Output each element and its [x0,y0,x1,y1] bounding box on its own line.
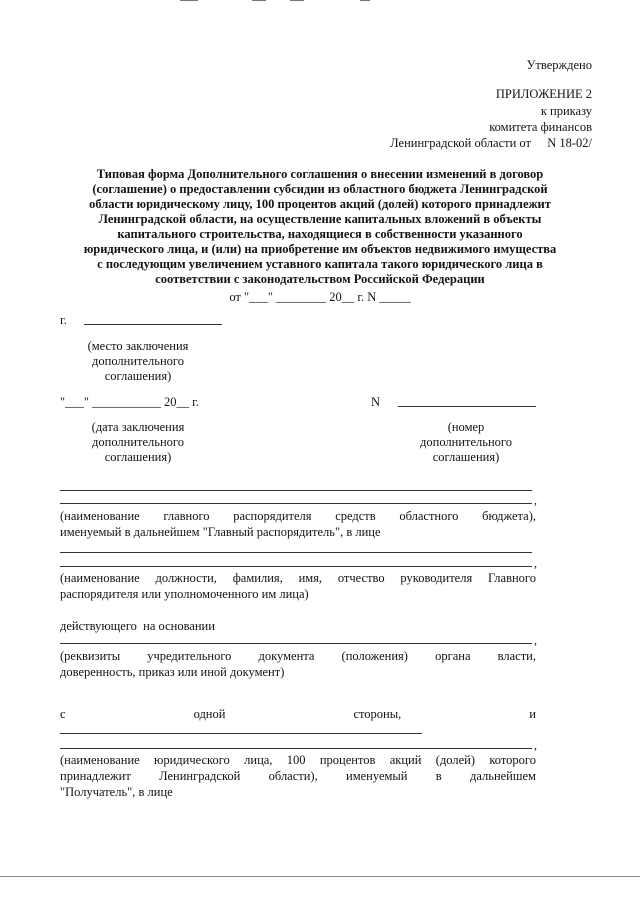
date-field[interactable]: "___" ___________ 20__ г. [60,395,199,409]
number-field[interactable] [398,406,536,407]
trailing-comma: , [534,493,537,507]
title-date-line: от "___" ________ 20__ г. N _____ [229,290,411,304]
date-caption: (дата заключения дополнительного соглашения) [91,420,185,464]
head-person-caption: (наименование должности, фамилия, имя, отчество руководителя Главного распорядителя или уполномоченного им лица) [60,571,536,601]
recipient-field-line-1[interactable] [60,733,422,734]
main-distributor-caption: (наименование главного распорядителя средств областного бюджета), именуемый в дальнейшем "Главный распорядитель", в лице [60,509,536,539]
acting-label: действующего на основании [60,619,215,633]
scan-bottom-edge [0,876,640,877]
region-date-line: Ленинградской области от N 18-02/ [390,136,592,150]
side-line: с одной стороны, и [60,707,536,721]
main-distributor-field-line-2[interactable] [60,503,532,504]
recipient-caption: (наименование юридического лица, 100 процентов акций (долей) которого принадлежит Ленинградской области), именуемый в дальнейшем "Получатель", в лице [60,753,536,799]
number-caption: (номер дополнительного соглашения) [420,420,512,464]
order-number: N 18-02/ [547,136,592,150]
approved-label: Утверждено [526,58,592,72]
scan-edge-mark [360,0,370,1]
scan-edge-mark [290,0,304,1]
committee-label: комитета финансов [489,120,592,134]
place-field[interactable] [84,324,222,325]
acting-basis-field[interactable] [60,643,532,644]
place-prefix: г. [60,313,67,327]
place-caption: (место заключения дополнительного соглашения) [87,339,189,383]
recipient-field-line-2[interactable] [60,748,532,749]
scan-edge-mark [180,0,198,1]
scan-edge-mark [252,0,266,1]
trailing-comma: , [534,556,537,570]
number-prefix: N [371,395,381,409]
appendix-label: ПРИЛОЖЕНИЕ 2 [495,87,592,101]
trailing-comma: , [534,738,537,752]
order-label: к приказу [540,104,592,118]
trailing-comma: , [534,633,537,647]
requisites-caption: (реквизиты учредительного документа (положения) органа власти, доверенность, приказ или иной документ) [60,649,536,679]
document-title: Типовая форма Дополнительного соглашения о внесении изменений в договор (соглашение) о предоставлении субсидии из областного бюджета Ленинградской области юридическому лицу, 100 процентов акций (долей) которого принадлежит Ленинградской области, на осуществление капитальных вложений в объекты капитального строительства, находящиеся в собственности указанного юридического лица, и (или) на приобретение им объектов недвижимого имущества с последующим увеличением уставного капитала такого юридического лица в соответствии с законодательством Российской Федерации [83,167,557,286]
main-distributor-field-line-1[interactable] [60,490,532,491]
head-person-field-line-1[interactable] [60,552,532,553]
head-person-field-line-2[interactable] [60,566,532,567]
